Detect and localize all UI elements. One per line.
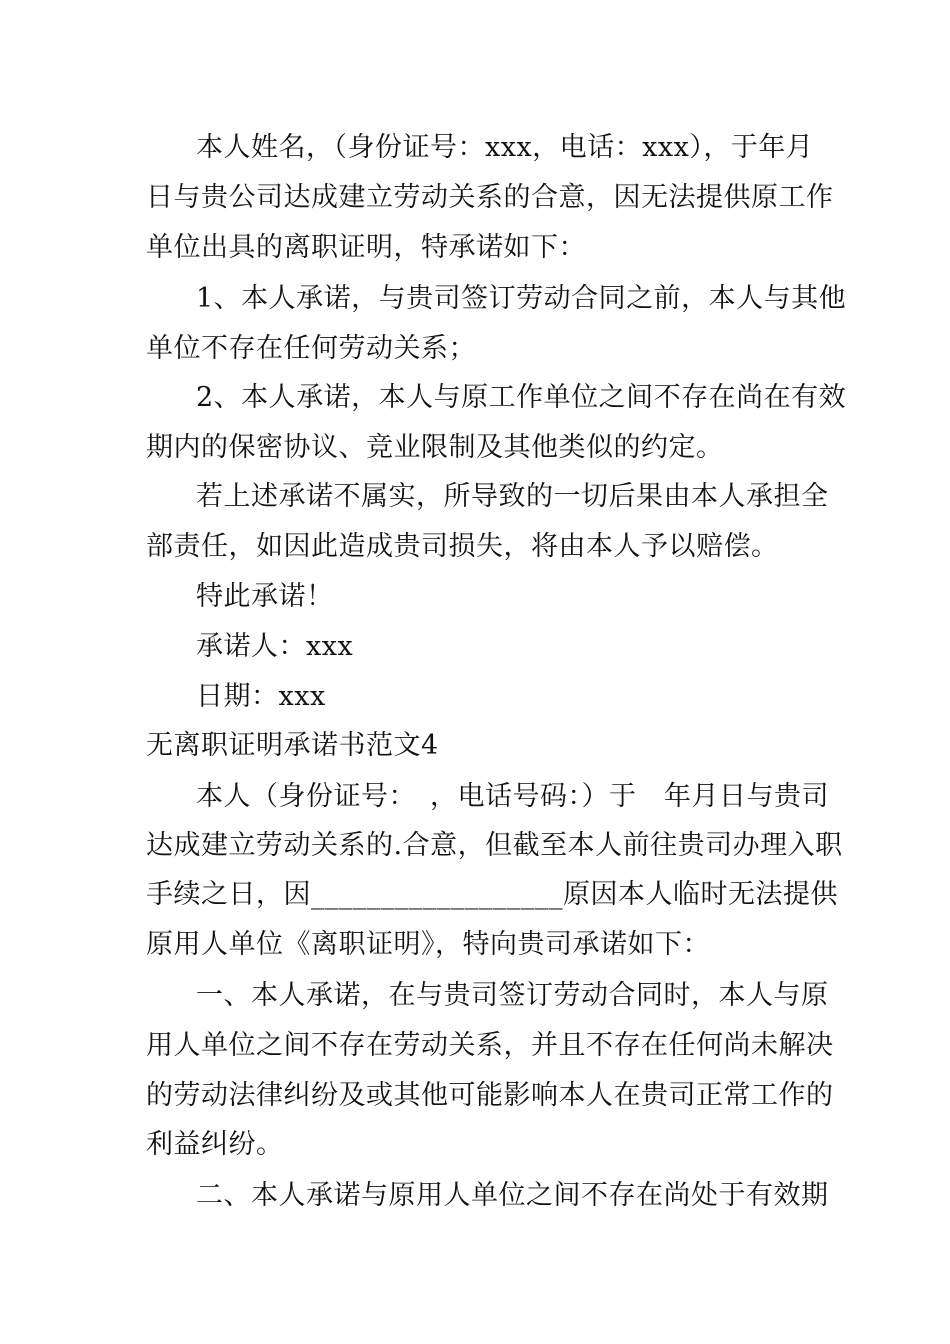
paragraph-line: 单位出具的离职证明，特承诺如下： <box>146 232 586 263</box>
paragraph-line: 手续之日，因__________________原因本人临时无法提供 <box>146 879 838 910</box>
paragraph-line: 一、本人承诺，在与贵司签订劳动合同时，本人与原 <box>196 980 829 1011</box>
paragraph-line: 本人（身份证号： ，电话号码：）于 年月日与贵司 <box>196 781 829 812</box>
paragraph-line: 利益纠纷。 <box>146 1129 284 1160</box>
paragraph-line: 原用人单位《离职证明》，特向贵司承诺如下： <box>146 929 710 960</box>
paragraph-line: 本人姓名，（身份证号：xxx，电话：xxx），于年月 <box>196 132 814 163</box>
paragraph-line: 二、本人承诺与原用人单位之间不存在尚处于有效期 <box>196 1180 829 1211</box>
paragraph-line: 日与贵公司达成建立劳动关系的合意，因无法提供原工作 <box>146 182 834 213</box>
paragraph-line: 1、本人承诺，与贵司签订劳动合同之前，本人与其他 <box>196 283 847 314</box>
paragraph-line: 2、本人承诺，本人与原工作单位之间不存在尚在有效 <box>196 382 847 413</box>
signer-line: 承诺人：xxx <box>196 631 354 662</box>
paragraph-line: 达成建立劳动关系的.合意，但截至本人前往贵司办理入职 <box>146 830 843 861</box>
date-line: 日期：xxx <box>196 681 326 712</box>
paragraph-line: 的劳动法律纠纷及或其他可能影响本人在贵司正常工作的 <box>146 1080 834 1111</box>
paragraph-line: 用人单位之间不存在劳动关系，并且不存在任何尚未解决 <box>146 1030 834 1061</box>
paragraph-line: 单位不存在任何劳动关系； <box>146 333 476 364</box>
paragraph-line: 部责任，如因此造成贵司损失，将由本人予以赔偿。 <box>146 531 779 562</box>
section-heading: 无离职证明承诺书范文4 <box>146 730 439 761</box>
paragraph-line: 若上述承诺不属实，所导致的一切后果由本人承担全 <box>196 481 829 512</box>
closing-line: 特此承诺！ <box>196 581 334 612</box>
paragraph-line: 期内的保密协议、竞业限制及其他类似的约定。 <box>146 432 724 463</box>
